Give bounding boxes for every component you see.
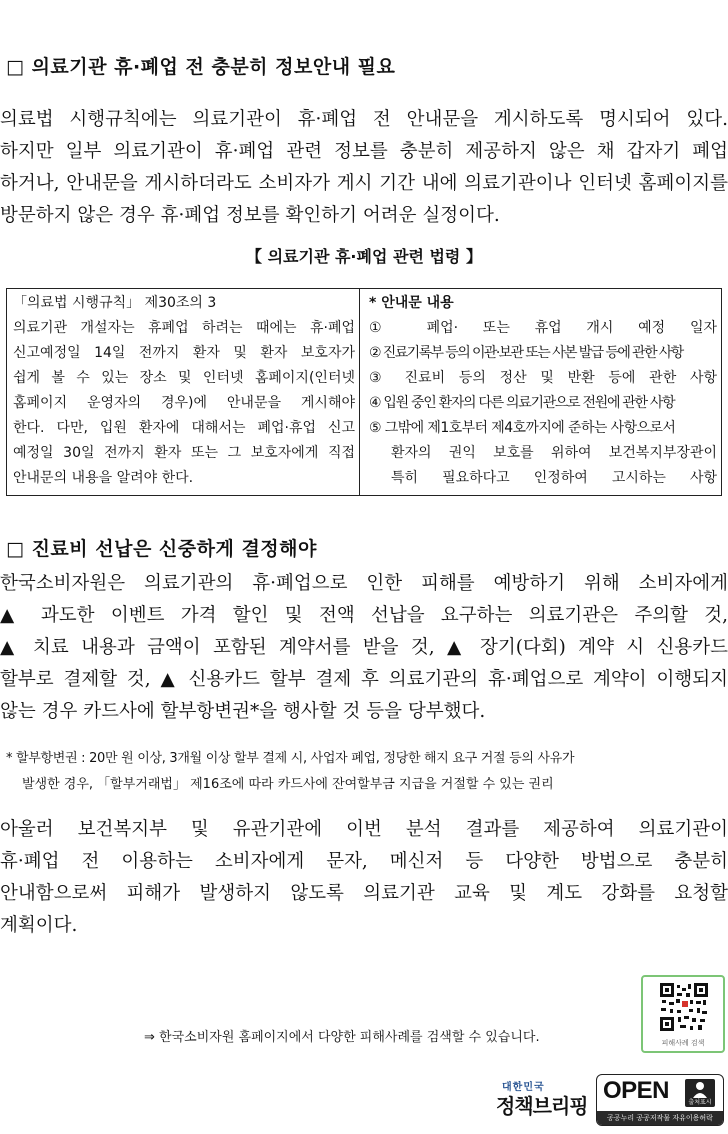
attribution-type-icon [685,1079,715,1107]
text-line: ▲ 과도한 이벤트 가격 할인 및 전액 선납을 요구하는 의료기관은 주의할 것, [0,605,728,626]
qr-label: 피해사례 검색 [661,1039,705,1047]
law-text-line: 예정일 30일 전까지 환자 또는 그 보호자에게 직접 [13,445,355,461]
text-line: 아울러 보건복지부 및 유관기관에 이번 분석 결과를 제공하여 의료기관이 [0,819,728,840]
notice-item: ② 진료기록부 등의 이관·보관 또는 사본 발급 등에 관한 사항 [369,345,683,361]
footnote-line: 발생한 경우, 「할부거래법」 제16조에 따라 카드사에 잔여할부금 지급을 거절할 수 있는 권리 [22,777,554,792]
kogl-open-license-badge [596,1074,724,1126]
notice-item-cont: 특히 필요하다고 인정하여 고시하는 사항 [391,470,717,486]
qr-code-box[interactable] [641,975,725,1053]
qr-code-icon [660,983,708,1031]
paragraph-consumer-advice [0,568,728,728]
text-line: 안내함으로써 피해가 발생하지 않도록 의료기관 교육 및 계도 강화를 요청할 [0,883,728,904]
brand-small-text: 대한민국 [502,1082,545,1093]
section-heading-prepayment: □ 진료비 선납은 신중하게 결정해야 [6,538,317,560]
text-line: 계획이다. [0,915,78,936]
brand-name: 정책브리핑 [496,1094,588,1118]
notice-item: ③ 진료비 등의 정산 및 반환 등에 관한 사항 [369,370,717,386]
paragraph-closing [0,814,728,942]
law-text-column [13,291,355,491]
section-heading-closure-notice: □ 의료기관 휴·폐업 전 충분히 정보안내 필요 [6,56,396,78]
law-text-line: 안내문의 내용을 알려야 한다. [13,470,194,486]
text-line: 않는 경우 카드사에 할부항변권*을 행사할 것 등을 당부했다. [0,701,486,722]
law-table [6,288,722,496]
text-line: ▲ 치료 내용과 금액이 포함된 계약서를 받을 것, ▲ 장기(다회) 계약 시 신용카드 [0,637,728,658]
text-line: 한국소비자원은 의료기관의 휴·폐업으로 인한 피해를 예방하기 위해 소비자에게 [0,573,728,594]
text-line: 의료법 시행규칙에는 의료기관이 휴·폐업 전 안내문을 게시하도록 명시되어 있다. [0,109,728,130]
law-text-line: 신고예정일 14일 전까지 환자 및 환자 보호자가 [13,345,355,361]
law-text-line: 한다. 다만, 입원 환자에 대해서는 폐업·휴업 신고 [13,420,355,436]
text-line: 방문하지 않은 경우 휴·폐업 정보를 확인하기 어려운 실정이다. [0,205,500,226]
law-text-line: 홈페이지 운영자의 경우)에 안내문을 게시해야 [13,395,355,411]
law-citation: 「의료법 시행규칙」 제30조의 3 [13,295,217,311]
text-line: 하지만 일부 의료기관이 휴·폐업 관련 정보를 충분히 제공하지 않은 채 갑자기 폐업 [0,141,728,162]
law-box-title: 【 의료기관 휴·폐업 관련 법령 】 [246,247,482,266]
policy-briefing-logo [496,1078,592,1126]
notice-item-cont: 환자의 권익 보호를 위하여 보건복지부장관이 [391,445,717,461]
person-icon [685,1079,715,1099]
notice-item: ④ 입원 중인 환자의 다른 의료기관으로 전원에 관한 사항 [369,395,675,411]
law-text-line: 의료기관 개설자는 휴폐업 하려는 때에는 휴·폐업 [13,320,355,336]
open-mark-text: OPEN [603,1077,670,1104]
notice-item: ⑤ 그밖에 제1호부터 제4호까지에 준하는 사항으로서 [369,420,676,436]
text-line: 휴·폐업 전 이용하는 소비자에게 문자, 메신저 등 다양한 방법으로 충분히 [0,851,728,872]
notice-contents-column [369,291,717,491]
text-line: 할부로 결제할 것, ▲ 신용카드 할부 결제 후 의료기관의 휴·폐업으로 계약이 이행되지 [0,669,728,690]
paragraph-closure-info [0,104,728,232]
notice-item: ① 폐업· 또는 휴업 개시 예정 일자 [369,320,717,336]
law-text-line: 쉽게 볼 수 있는 장소 및 인터넷 홈페이지(인터넷 [13,370,355,386]
footnote-installment-defense [6,746,724,798]
kogl-bar: 공공누리 공공저작물 자유이용허락 [597,1111,723,1125]
notice-contents-heading: * 안내문 내용 [369,295,454,311]
text-line: 하거나, 안내문을 게시하더라도 소비자가 게시 기간 내에 의료기관이나 인터넷 홈페이지를 [0,173,728,194]
column-divider [359,289,360,495]
footnote-line: * 할부항변권 : 20만 원 이상, 3개월 이상 할부 결제 시, 사업자 폐업, 정당한 해지 요구 거절 등의 사유가 [6,751,575,766]
attribution-type-label: 출처표시 [688,1099,712,1106]
bottom-note: ⇒ 한국소비자원 홈페이지에서 다양한 피해사례를 검색할 수 있습니다. [144,1030,540,1045]
